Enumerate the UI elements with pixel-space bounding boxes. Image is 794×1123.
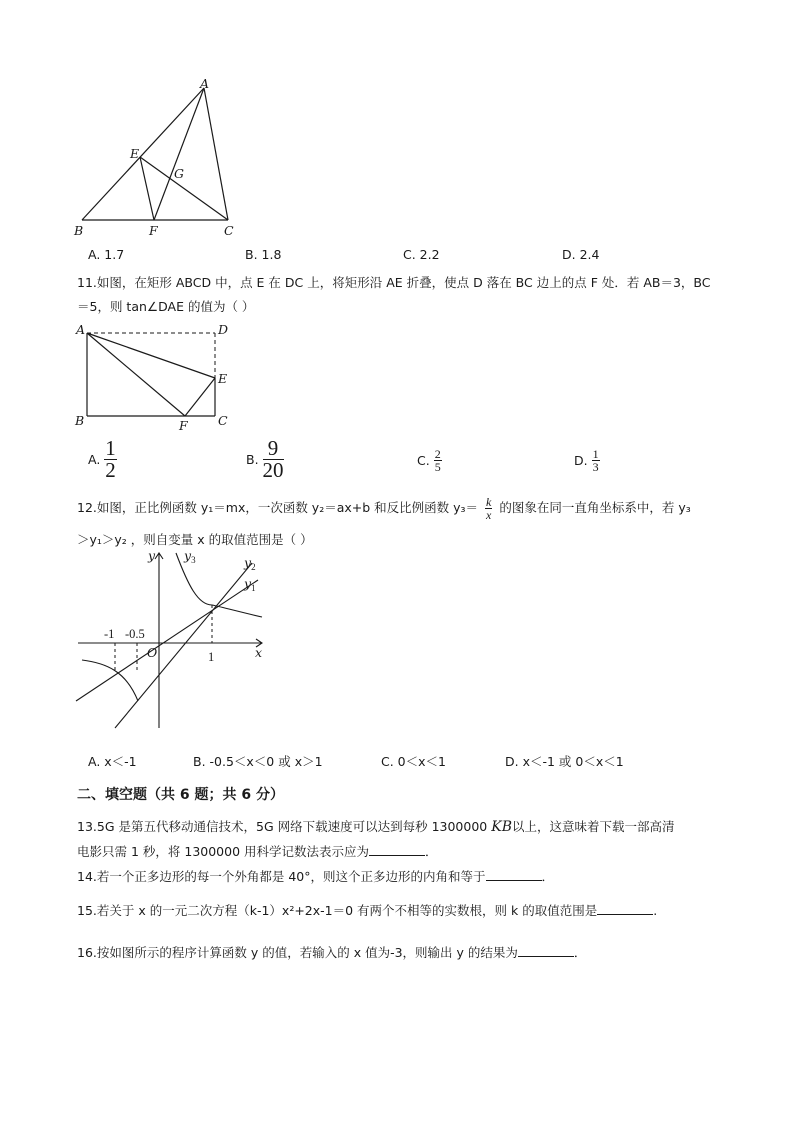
function-graph-figure	[72, 545, 272, 735]
q13-stem-part2: 以上，这意味着下载一部高清	[511, 819, 675, 834]
answer-blank[interactable]	[486, 868, 542, 881]
unit-kb: KB	[491, 819, 512, 835]
label-G: G	[174, 166, 184, 181]
q11-stem-line1: 11.如图，在矩形 ABCD 中，点 E 在 DC 上，将矩形沿 AE 折叠，使点 D 落在 BC 边上的点 F 处．若 AB＝3，BC	[77, 275, 711, 290]
label-y3: $y_3$	[184, 548, 196, 565]
q13-stem-line1	[77, 817, 675, 835]
label-y2: $y_2$	[244, 555, 256, 572]
fraction	[263, 438, 284, 481]
label-C: C	[218, 413, 228, 428]
q15-stem	[77, 901, 657, 919]
label-E: E	[130, 146, 140, 161]
label-F: F	[149, 223, 158, 238]
label-origin: O	[147, 645, 158, 660]
label-A: A	[76, 322, 86, 337]
numerator: 1	[592, 447, 599, 461]
option-letter: D.	[574, 453, 588, 468]
q16-stem-text: 16.按如图所示的程序计算函数 y 的值，若输入的 x 值为-3，则输出 y 的结果为	[77, 945, 518, 960]
q12-option-c[interactable]: C. 0＜x＜1	[381, 754, 446, 769]
q12-option-b[interactable]: B. -0.5＜x＜0 或 x＞1	[193, 754, 323, 769]
label-A: A	[200, 76, 210, 91]
numerator: k	[486, 495, 492, 509]
option-letter: A.	[88, 452, 101, 467]
label-x-axis: x	[255, 645, 263, 660]
q12-stem-part1: 12.如图，正比例函数 y₁＝mx，一次函数 y₂＝ax+b 和反比例函数 y₃＝	[77, 500, 479, 515]
label-F: F	[179, 418, 188, 433]
answer-blank[interactable]	[597, 902, 653, 915]
q12-stem-line1	[77, 496, 691, 521]
option-letter: C.	[417, 453, 430, 468]
fraction-k-over-x	[485, 496, 492, 521]
q11-option-c[interactable]	[417, 448, 442, 473]
rectangle-fold-figure	[70, 320, 240, 435]
q13-stem-line2	[77, 842, 438, 860]
label-D: D	[218, 322, 229, 337]
label-y-axis: y	[148, 548, 156, 563]
label-B: B	[75, 413, 85, 428]
q12-stem-line2: ＞y₁＞y₂ ，则自变量 x 的取值范围是（ ）	[77, 532, 313, 547]
numerator: 1	[105, 436, 116, 460]
q13-stem-part1: 13.5G 是第五代移动通信技术，5G 网络下载速度可以达到每秒 1300000	[77, 819, 492, 834]
fraction	[434, 448, 442, 473]
q11-option-a[interactable]	[88, 438, 117, 481]
q12-stem-part2: 的图象在同一直角坐标系中，若 y₃	[499, 500, 691, 515]
q10-option-b[interactable]: B. 1.8	[245, 247, 282, 262]
numerator: 2	[434, 447, 441, 461]
label-C: C	[224, 223, 234, 238]
q14-stem	[77, 867, 554, 885]
denominator: 5	[434, 460, 441, 474]
q11-option-d[interactable]	[574, 448, 600, 473]
answer-blank[interactable]	[369, 843, 425, 856]
label-B: B	[74, 223, 84, 238]
tick-neg1: -1	[104, 627, 115, 641]
label-y1: $y_1$	[244, 576, 256, 593]
option-letter: B.	[246, 452, 259, 467]
q16-end: ．	[573, 945, 587, 960]
denominator: x	[486, 508, 492, 522]
denominator: 2	[105, 458, 116, 482]
q13-stem-text: 电影只需 1 秒，将 1300000 用科学记数法表示应为	[77, 844, 370, 859]
q11-stem-line2: ＝5，则 tan∠DAE 的值为（ ）	[77, 299, 255, 314]
q15-end: .	[653, 903, 658, 918]
fraction	[104, 438, 117, 481]
section-heading: 二、填空题（共 6 题；共 6 分）	[77, 787, 284, 803]
answer-blank[interactable]	[518, 944, 574, 957]
q12-option-d[interactable]: D. x＜-1 或 0＜x＜1	[505, 754, 624, 769]
triangle-figure	[70, 75, 250, 240]
numerator: 9	[263, 438, 284, 460]
q15-stem-text: 15.若关于 x 的一元二次方程（k-1）x²+2x-1＝0 有两个不相等的实数根，则 k 的取值范围是	[77, 903, 598, 918]
q14-stem-text: 14.若一个正多边形的每一个外角都是 40°，则这个正多边形的内角和等于	[77, 869, 486, 884]
fraction	[592, 448, 600, 473]
q12-option-a[interactable]: A. x＜-1	[88, 754, 137, 769]
q16-stem	[77, 943, 586, 961]
denominator: 20	[262, 458, 284, 482]
q10-option-c[interactable]: C. 2.2	[403, 247, 440, 262]
q10-option-a[interactable]: A. 1.7	[88, 247, 125, 262]
label-E: E	[218, 371, 228, 386]
tick-neg0.5: -0.5	[125, 627, 145, 641]
q11-option-b[interactable]	[246, 438, 284, 481]
denominator: 3	[592, 460, 599, 474]
tick-1: 1	[208, 650, 215, 664]
q13-end: ．	[425, 844, 438, 859]
q10-option-d[interactable]: D. 2.4	[562, 247, 600, 262]
q14-end: ．	[541, 869, 555, 884]
